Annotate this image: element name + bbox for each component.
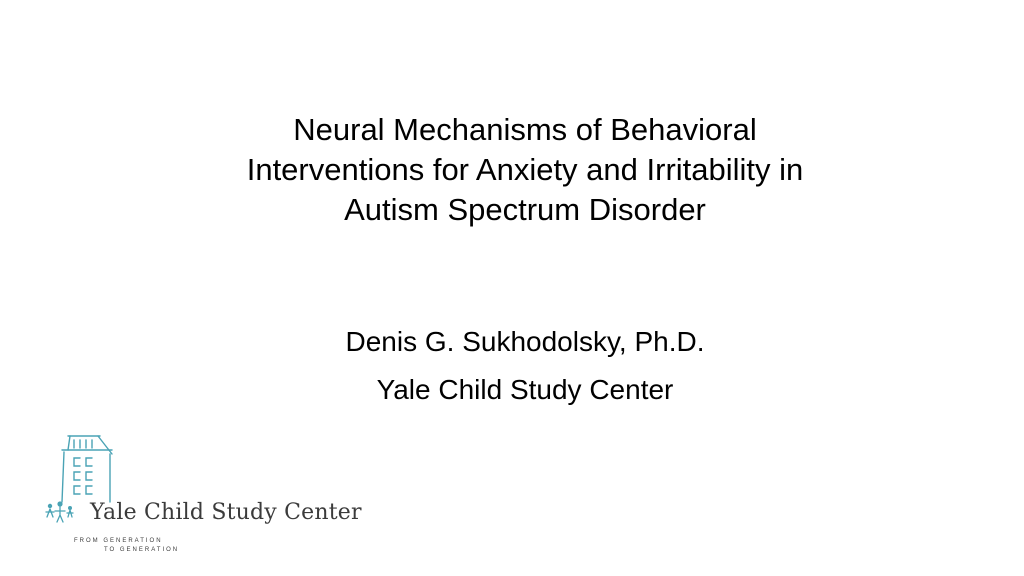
author-affiliation: Yale Child Study Center (376, 374, 674, 405)
slide-title (130, 110, 920, 230)
logo-tagline-2: TO GENERATION (104, 547, 180, 553)
logo-tagline-1: FROM GENERATION (74, 538, 163, 544)
logo-name: Yale Child Study Center (90, 500, 362, 525)
slide-subtitle (200, 318, 850, 414)
title-line-2: Interventions for Anxiety and Irritability in (246, 152, 804, 187)
title-line-1: Neural Mechanisms of Behavioral (293, 112, 757, 147)
author-name: Denis G. Sukhodolsky, Ph.D. (345, 326, 705, 357)
yale-child-study-center-logo (40, 432, 370, 557)
title-line-3: Autism Spectrum Disorder (344, 192, 706, 227)
